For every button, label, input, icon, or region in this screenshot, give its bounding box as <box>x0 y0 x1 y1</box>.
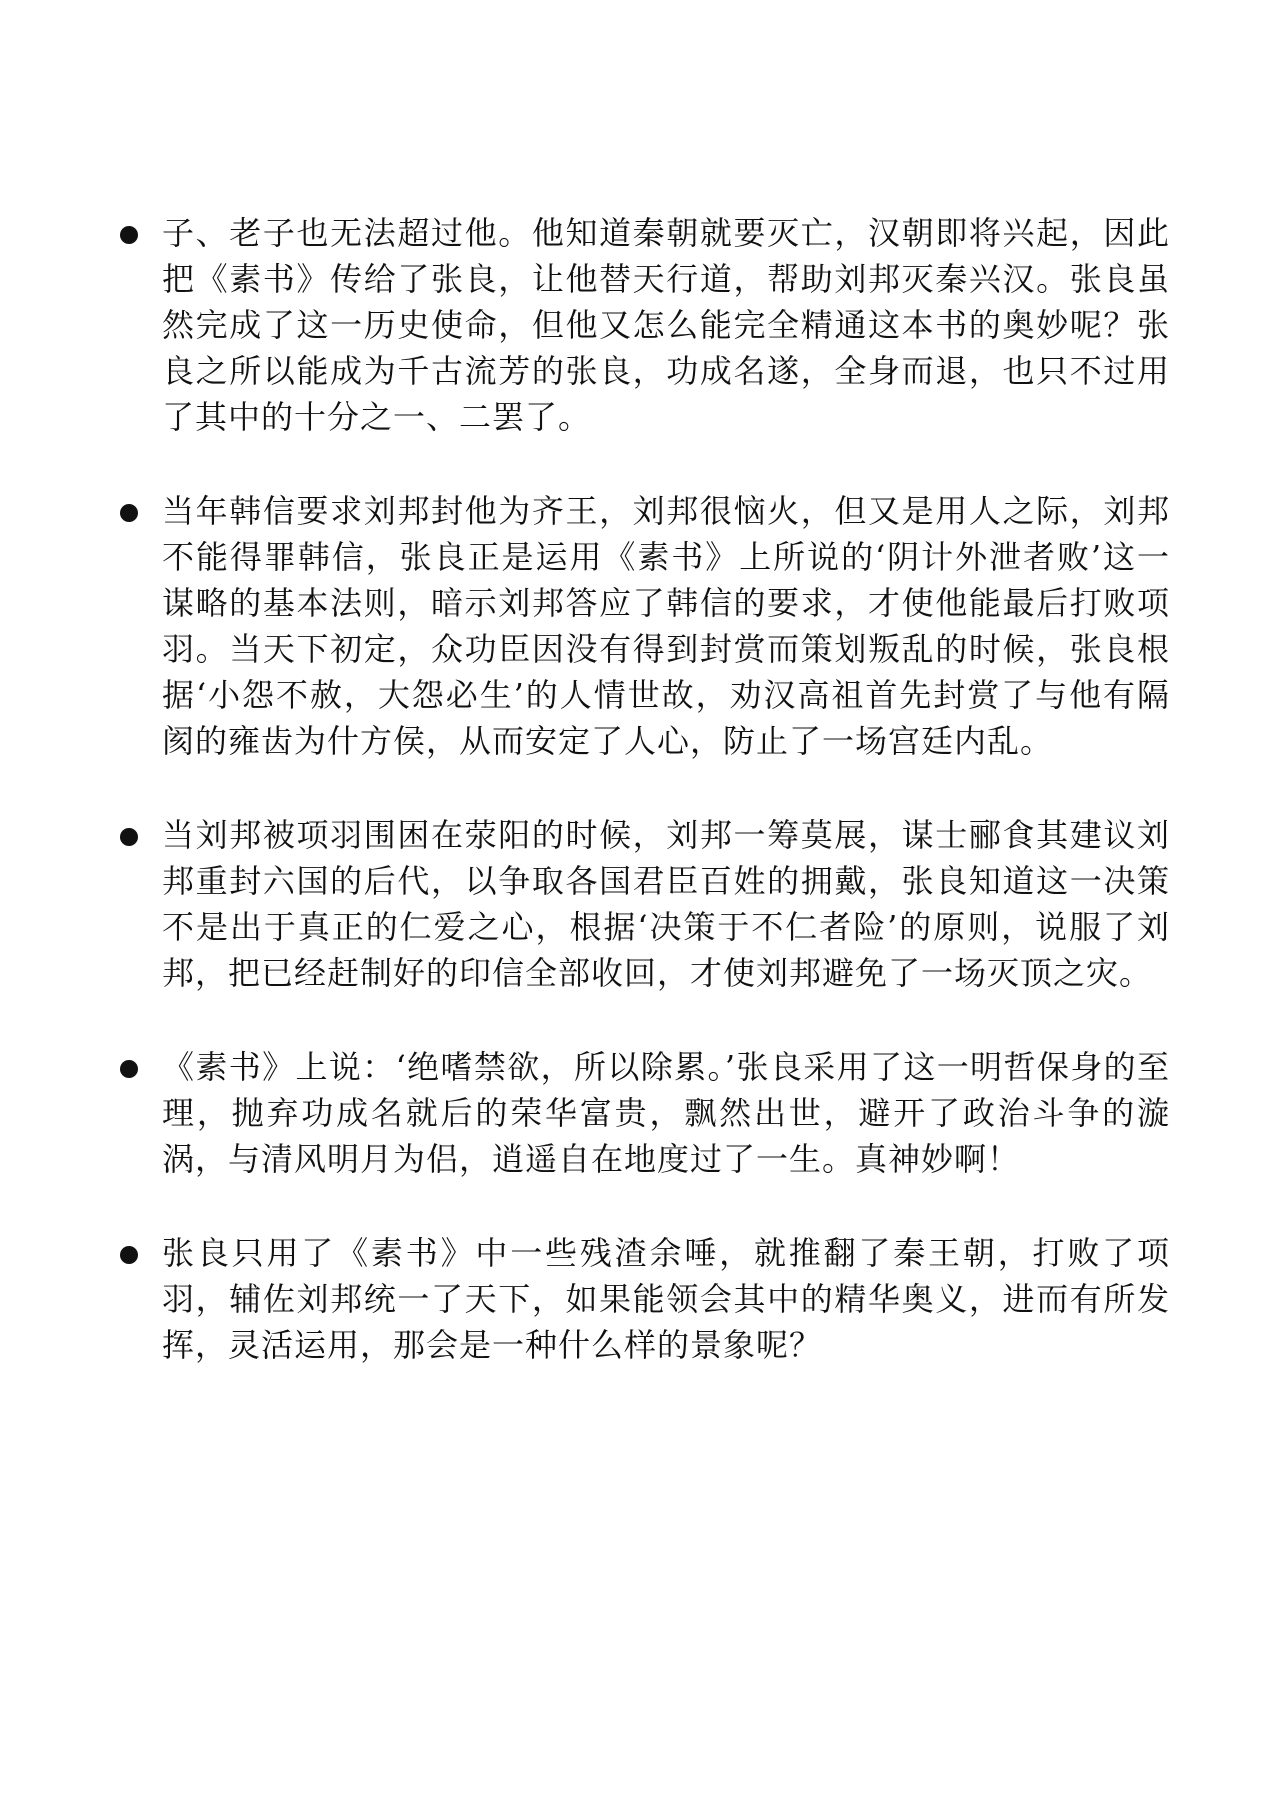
bullet-item <box>120 1044 1170 1182</box>
paragraph-text: 当刘邦被项羽围困在荥阳的时候，刘邦一筹莫展，谋士郦食其建议刘邦重封六国的后代，以争取各国君臣百姓的拥戴，张良知道这一决策不是出于真正的仁爱之心，根据‘决策于不仁者险’的原则，说服了刘邦，把已经赶制好的印信全部收回，才使刘邦避免了一场灭顶之灾。 <box>162 816 1170 992</box>
bullet-dot-icon <box>120 1060 138 1078</box>
bullet-dot-icon <box>120 828 138 846</box>
paragraph-text: 当年韩信要求刘邦封他为齐王，刘邦很恼火，但又是用人之际，刘邦不能得罪韩信，张良正是运用《素书》上所说的‘阴计外泄者败’这一谋略的基本法则，暗示刘邦答应了韩信的要求，才使他能最后打败项羽。当天下初定，众功臣因没有得到封赏而策划叛乱的时候，张良根据‘小怨不赦，大怨必生’的人情世故，劝汉高祖首先封赏了与他有隔阂的雍齿为什方侯，从而安定了人心，防止了一场宫廷内乱。 <box>162 492 1170 760</box>
bullet-item <box>120 1230 1170 1368</box>
paragraph-text: 子、老子也无法超过他。他知道秦朝就要灭亡，汉朝即将兴起，因此把《素书》传给了张良，让他替天行道，帮助刘邦灭秦兴汉。张良虽然完成了这一历史使命，但他又怎么能完全精通这本书的奥妙呢？张良之所以能成为千古流芳的张良，功成名遂，全身而退，也只不过用了其中的十分之一、二罢了。 <box>162 214 1170 436</box>
bullet-item <box>120 812 1170 996</box>
paragraph-text: 张良只用了《素书》中一些残渣余唾，就推翻了秦王朝，打败了项羽，辅佐刘邦统一了天下，如果能领会其中的精华奥义，进而有所发挥，灵活运用，那会是一种什么样的景象呢？ <box>162 1234 1170 1364</box>
bullet-dot-icon <box>120 226 138 244</box>
bullet-list <box>120 210 1170 1416</box>
bullet-item <box>120 210 1170 440</box>
bullet-dot-icon <box>120 1246 138 1264</box>
bullet-dot-icon <box>120 504 138 522</box>
bullet-item <box>120 488 1170 764</box>
paragraph-text: 《素书》上说：‘绝嗜禁欲，所以除累。’张良采用了这一明哲保身的至理，抛弃功成名就后的荣华富贵，飘然出世，避开了政治斗争的漩涡，与清风明月为侣，逍遥自在地度过了一生。真神妙啊！ <box>162 1048 1170 1178</box>
